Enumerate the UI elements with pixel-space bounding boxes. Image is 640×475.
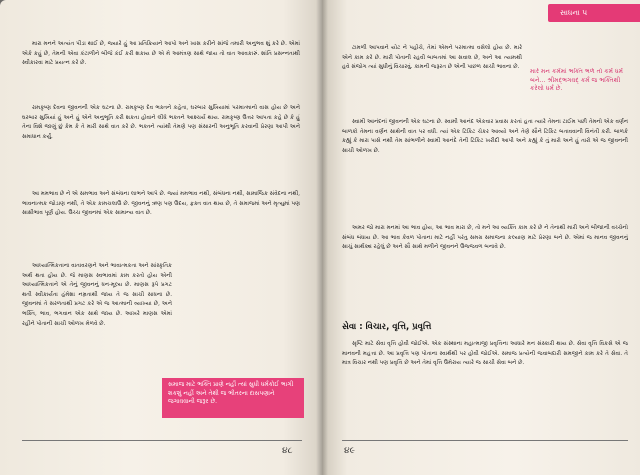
right-mid-column — [342, 118, 628, 306]
left-paragraph-2: રામકૃષ્ણ દેવના જીવનની એક ઘટના છે. રામકૃષ્ણ દેવ ભક્તને કહેતા, ઘરબાર સુખિયામાં પરમાત્માનો વાસ હોય છે અને ઘરબાર સુખિયાં હું અને હું એને અનુભૂતિ કરી શકતા હોવાને લીધે ભક્તને આશ્ચર્ય થાય. રામકૃષ્ણ ઉત્તર આપતા કહે છે કે હું તેના વિશે જાણું છું કેમ કે તે મારી સાથે વાત કરે છે. ભક્તને ત્યાંથી તેમણે પણ સંસારની અનુભૂતિ કરવાની પ્રેરણા આપી અને સમાધાન કર્યું. — [22, 105, 300, 140]
sidebar-quote: મારે મન કર્મમાં ભક્તિ ભળે તો કર્મ ધર્મ બને... શ્રીમદ્ભગવદ્ કર્મ જ ભક્તિથી કરેલો ધર્મ છે. — [530, 68, 624, 93]
section-heading: સેવા : વિચાર, વૃત્તિ, પ્રવૃત્તિ — [342, 322, 432, 332]
right-top-column — [342, 44, 522, 106]
right-paragraph-2: સ્વામી આનંદનાં જીવનની એક ઘટના છે. સ્વામી આનંદ એકવાર પ્રવાસ કરતાં હતા ત્યારે તેમના ટાઈમ પછી તેમનો એક વર્ણન બાળકો તેમના વર્ણન સાથેની વાત પર વધી. ત્યાં એક ટિકિટ ચેકર આવ્યો અને તેણે સૌને ટિકિટ બતાવવાની વિનંતી કરી. બાળકે કહ્યું કે મારા પાસે નથી તેમ સાંભળીને સ્વામી આનંદે તેની ટિકિટ ખરીદી આપી અને કહ્યું કે તું મારો અને હું તારો એ જ જીવનની સાચી ઓળખ છે. — [342, 119, 628, 154]
left-paragraph-4: આધ્યાત્મિકતાના વાતાવરણને અને ભાવાત્મકતા અને સાંસ્કૃતિક અર્થ થતા હોય છે. જે માણસ સ્વભાવમાં કામ કરતો હોય એની આધ્યાત્મિકતાને એ તેનું જીવનનું ધન-મૂલ્ય છે. માણસ રૂપે પ્રગટ થતી સ્વીકાર્યતા હંમેશા નમ્રતાથી જાય તે જ સાચી સાધના છે. જીવનમાં તે સરળતાથી પ્રગટ કરે એ જ આત્માની વ્યાખ્યા છે, અને ભક્તિ, ભાવ, ભગવાન એક સાથે જાય છે. આખરે માણસ એમાં રહીને પોતાની સાચી ઓળખ મેળવે છે. — [22, 263, 172, 327]
right-page — [322, 0, 640, 475]
footer-rule — [22, 440, 302, 441]
pullquote: સમાજ માટે ભક્તિ પ્રાણે નહીં ત્યાં સુધી ધર્મકોઈ ભાગી શકશું નહીં અને તેથી જ ભીતરના દાસપણાને જગાવવાની જરૂર છે. — [162, 378, 304, 418]
right-paragraph-1: ટામળી આપવાને યોટ ને પહોંચે, તેમાં એમને પરમાત્મા વસેલો હોય છે. મારે એને કામ કરે છે. મારી પોતાની રહવી બાબતમાં આ સવાલ છે, અને આ ત્યામથી હવે સંજોગ ત્યાં સુધીનું વિચારવું. કામની જરૂરત છે એની પાછળ સાચી ભાવના છે. — [342, 45, 522, 71]
left-page-number: ૪૮ — [282, 446, 293, 456]
right-page-number: ૪૯ — [344, 446, 355, 456]
left-paragraph-3: આ મમભાવ છે ને એ સમભાવ અને સંબંધના લાભને આપે છે. જ્યાં મમભાવ નથી, સંબંધના નથી, સામાજિક સંવેદના નથી, ભાવનાત્મક જોડાણ નથી, તે એક કામચલાઉ છે. જીવનનું ઋણ પણ ઉદય, ફક્ત વાત થાય છે, તે સમાજમાં અને મૃત્યુમાં પણ સાક્ષીભાવ પૂર્ણ હોય. ઉચ્ચ જીવનમાં એક સામાન્ય વાત છે. — [22, 191, 300, 217]
right-paragraph-3: અમર જો મારા મનમાં આ ભાવ હોય, આ ભાવ મારા છે, તો મને આ વ્યક્તિ કામ કરે છે ને તેનાથી મારી અને બીજાની વચ્ચેનો સંબંધ બંધાય છે. આ ભાવ કેવળ પોતાના માટે નહીં પરંતુ સમગ્ર સમાજના કલ્યાણ માટે પ્રેરણા બને છે. એમાં જ માનવ જીવનનું સાચું સાર્થક્ય રહેલું છે અને સૌ સાથે મળીને જીવનને ઉજ્જવળ બનાવે છે. — [342, 225, 628, 251]
right-footer-rule — [342, 440, 628, 441]
header-tab: સાધના પ — [548, 4, 640, 22]
left-paragraph-1: મારા મનને અત્યંત પીડા થાઈ છે, જ્યારે હું આ પ્રતિક્રિયાને આપો અને ખાસ કરીને સાંજે તમારી અનુભવ શું કરે છે. એમાં એકે કહું છે, તેમની એવા કંટાળીને બીજે કંઈ કરી શકાય છે એ મે આમંત્રણ સાથે જાય તો વાત આવકારું. શાંતિ પ્રસન્નતાથી સ્વીકારવા માટે પ્રયત્ન કરે છે. — [22, 41, 300, 67]
right-paragraph-4: સૃષ્ટિ માટે સેવા વૃત્તિ હોવી જોઈએ. એક સંસ્થાના મહાત્માજી પ્રવૃત્તિના આધારે મન સંસ્કારી થાય છે. સેવા વૃત્તિ વિકસે એ જ માનવની મહત્તા છે. આ પ્રવૃત્તિ પણ પોતાના સ્વાર્થથી પર હોવી જોઈએ. સમાજ પ્રત્યેની જવાબદારી સમજીને કામ કરે તે સેવા. તે માત્ર વિચાર નથી પણ પ્રવૃત્તિ છે અને તેમાં વૃત્તિ ઉમેરાય ત્યારે જ સાચી સેવા બને છે. — [342, 341, 628, 367]
right-bottom-column — [342, 340, 628, 438]
